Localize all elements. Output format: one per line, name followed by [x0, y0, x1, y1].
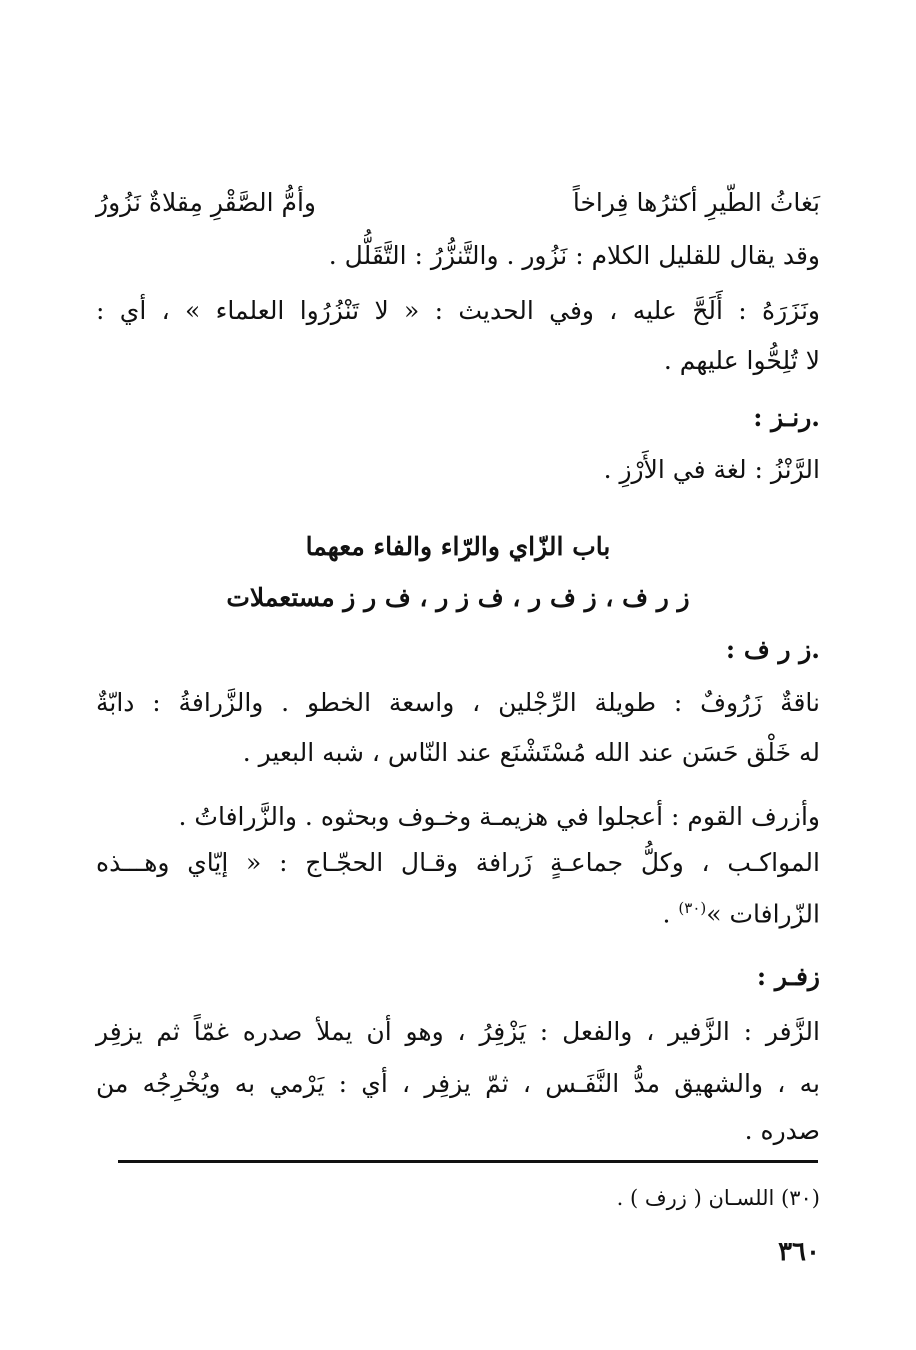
entry-heading-zfr: زفـر : — [756, 962, 820, 991]
verse-hemistich-2: وأمُّ الصَّقْرِ مِقلاةٌ نَزُورُ — [96, 188, 316, 217]
chapter-subtitle: ز ر ف ، ز ف ر ، ف ز ر ، ف ر ز مستعملات — [226, 583, 690, 612]
paragraph-line: لا تُلِحُّوا عليهم . — [663, 346, 820, 375]
paragraph-line: وأزرف القوم : أعجلوا في هزيمـة وخـوف وبحثوه . والزَّرافاتُ . — [178, 802, 820, 831]
paragraph-line: المواكـب ، وكلُّ جماعـةٍ زَرافة وقـال الحجّـاج : « إيّاي وهـــذه — [96, 848, 820, 877]
footnote-text: (٣٠) اللسـان ( زرف ) . — [616, 1186, 820, 1210]
chapter-title: باب الزّاي والرّاء والفاء معهما — [305, 532, 611, 561]
paragraph-text-end: . — [662, 899, 679, 929]
paragraph-line: له خَلْق حَسَن عند الله مُسْتَشْنَع عند النّاس ، شبه البعير . — [242, 738, 820, 767]
paragraph-line: صدره . — [744, 1116, 820, 1145]
paragraph-line: ناقةٌ زَرُوفٌ : طويلة الرِّجْلين ، واسعة الخطو . والزَّرافةُ : دابّةٌ — [96, 688, 820, 717]
paragraph-line: به ، والشهيق مدُّ النَّفَـس ، ثمّ يزفِر ، أي : يَرْمي به ويُخْرِجُه من — [96, 1069, 820, 1098]
entry-heading-zrf: .ز ر ف : — [725, 635, 820, 664]
paragraph-line: وقد يقال للقليل الكلام : نَزُور . والتَّنزُّرُ : التَّقَلُّل . — [328, 241, 820, 270]
paragraph-line: ونَزَرَهُ : أَلَحَّ عليه ، وفي الحديث : « لا تَنْزُرُوا العلماء » ، أي : — [96, 296, 820, 325]
paragraph-line — [96, 888, 820, 934]
paragraph-line: الزَّفر : الزَّفير ، والفعل : يَزْفِرُ ، وهو أن يملأ صدره غمّاً ثم يزفِر — [96, 1017, 820, 1046]
verse-line — [96, 183, 820, 223]
entry-heading-rnz: .رنـز : — [753, 403, 820, 432]
paragraph-text: الزّرافات » — [706, 899, 820, 929]
verse-hemistich-1: بَغاثُ الطّيرِ أكثرُها فِراخاً — [572, 188, 820, 217]
paragraph-line: الرَّنْزُ : لغة في الأَرْزِ . — [603, 455, 820, 484]
page-number: ٣٦٠ — [778, 1237, 820, 1267]
footnote-reference: (٣٠) — [678, 899, 707, 917]
footnote-divider — [118, 1160, 818, 1163]
